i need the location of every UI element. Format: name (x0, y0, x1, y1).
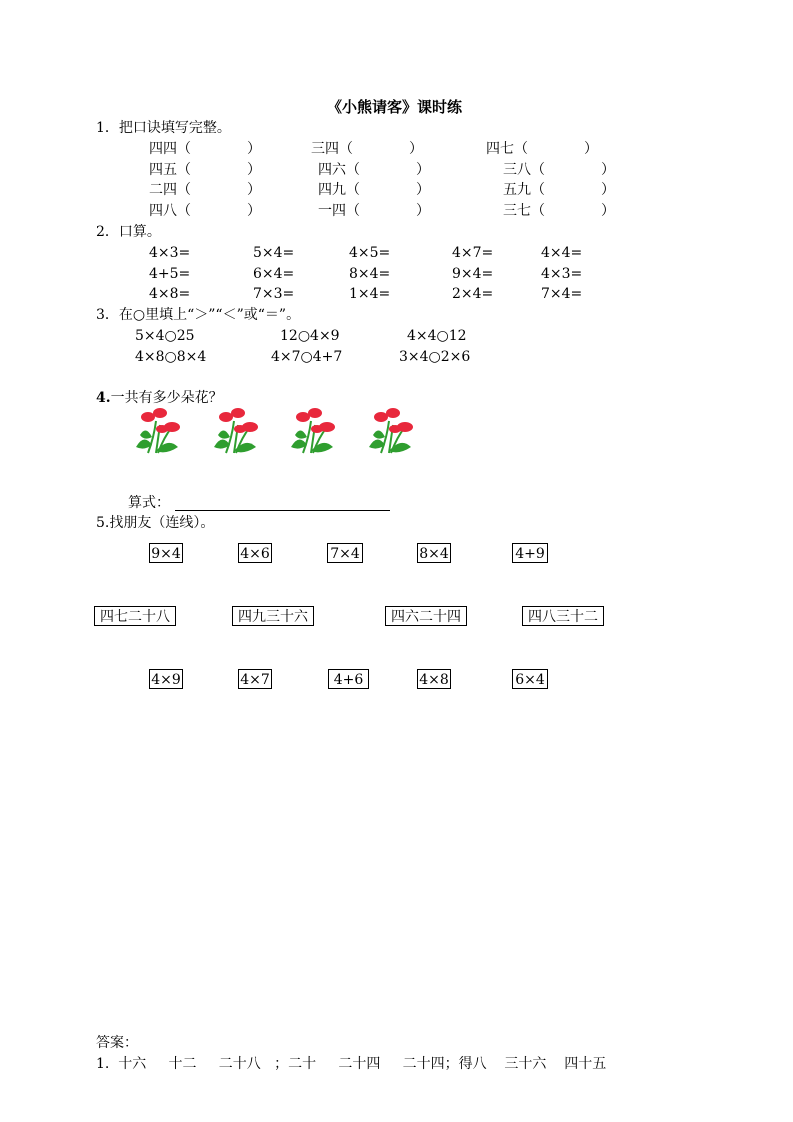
match-box-top[interactable]: 8×4 (417, 543, 451, 563)
q2-item: 4×3= (149, 245, 191, 261)
question-1-label: 1．把口诀填写完整。 (96, 120, 231, 136)
q1-item: 三七（ ） (503, 203, 615, 219)
question-5-label: 5.找朋友（连线）。 (96, 515, 215, 531)
flower-icon (134, 407, 182, 457)
question-4-number: 4. (96, 390, 111, 406)
q2-item: 6×4= (253, 266, 295, 282)
q2-item: 4×5= (349, 245, 391, 261)
q3-item: 12○4×9 (280, 328, 340, 344)
match-box-bottom[interactable]: 4×7 (238, 669, 272, 689)
match-box-bottom[interactable]: 4×8 (417, 669, 451, 689)
match-box-bottom[interactable]: 4×9 (149, 669, 183, 689)
q1-item: 三八（ ） (503, 162, 615, 178)
q2-item: 9×4= (452, 266, 494, 282)
q1-item: 四八（ ） (149, 203, 261, 219)
q3-item: 4×4○12 (407, 328, 467, 344)
q3-item: 4×7○4+7 (271, 349, 343, 365)
q1-item: 五九（ ） (503, 182, 615, 198)
q3-item: 5×4○25 (135, 328, 195, 344)
q2-item: 4×3= (541, 266, 583, 282)
match-box-top[interactable]: 4+9 (512, 543, 548, 563)
q1-item: 四四（ ） (149, 141, 261, 157)
answers-line: 1. 十六 十二 二十八 ；二十 二十四 二十四；得八 三十六 四十五 (96, 1056, 607, 1072)
match-box-top[interactable]: 7×4 (327, 543, 363, 563)
q2-item: 7×3= (253, 286, 295, 302)
question-3-label: 3．在○里填上“＞”“＜”或“＝”。 (96, 307, 301, 323)
q2-item: 8×4= (349, 266, 391, 282)
question-4-text: 一共有多少朵花？ (110, 390, 223, 406)
q3-item: 4×8○8×4 (135, 349, 207, 365)
match-box-bottom[interactable]: 6×4 (512, 669, 548, 689)
match-box-top[interactable]: 4×6 (238, 543, 272, 563)
q2-item: 5×4= (253, 245, 295, 261)
q1-item: 四六（ ） (318, 162, 430, 178)
match-box-middle[interactable]: 四九三十六 (232, 606, 314, 626)
match-box-top[interactable]: 9×4 (149, 543, 183, 563)
q1-item: 三四（ ） (311, 141, 423, 157)
formula-label: 算式： (128, 495, 170, 511)
page-title: 《小熊请客》课时练 (327, 98, 463, 116)
match-box-bottom[interactable]: 4+6 (328, 669, 369, 689)
q2-item: 2×4= (452, 286, 494, 302)
flower-icon (367, 407, 415, 457)
q1-item: 四七（ ） (486, 141, 598, 157)
answers-label: 答案： (96, 1035, 138, 1051)
match-box-middle[interactable]: 四六二十四 (385, 606, 467, 626)
formula-answer-line[interactable] (175, 509, 390, 511)
q3-item: 3×4○2×6 (399, 349, 471, 365)
q2-item: 1×4= (349, 286, 391, 302)
q2-item: 4+5= (149, 266, 191, 282)
q2-item: 4×7= (452, 245, 494, 261)
q2-item: 7×4= (541, 286, 583, 302)
q1-item: 四五（ ） (149, 162, 261, 178)
q2-item: 4×4= (541, 245, 583, 261)
q1-item: 一四（ ） (318, 203, 430, 219)
flower-icon (212, 407, 260, 457)
q1-item: 四九（ ） (318, 182, 430, 198)
flower-icon (289, 407, 337, 457)
match-box-middle[interactable]: 四七二十八 (94, 606, 176, 626)
question-2-label: 2．口算。 (96, 224, 161, 240)
q2-item: 4×8= (149, 286, 191, 302)
q1-item: 二四（ ） (149, 182, 261, 198)
question-4-label (96, 389, 223, 407)
match-box-middle[interactable]: 四八三十二 (522, 606, 604, 626)
